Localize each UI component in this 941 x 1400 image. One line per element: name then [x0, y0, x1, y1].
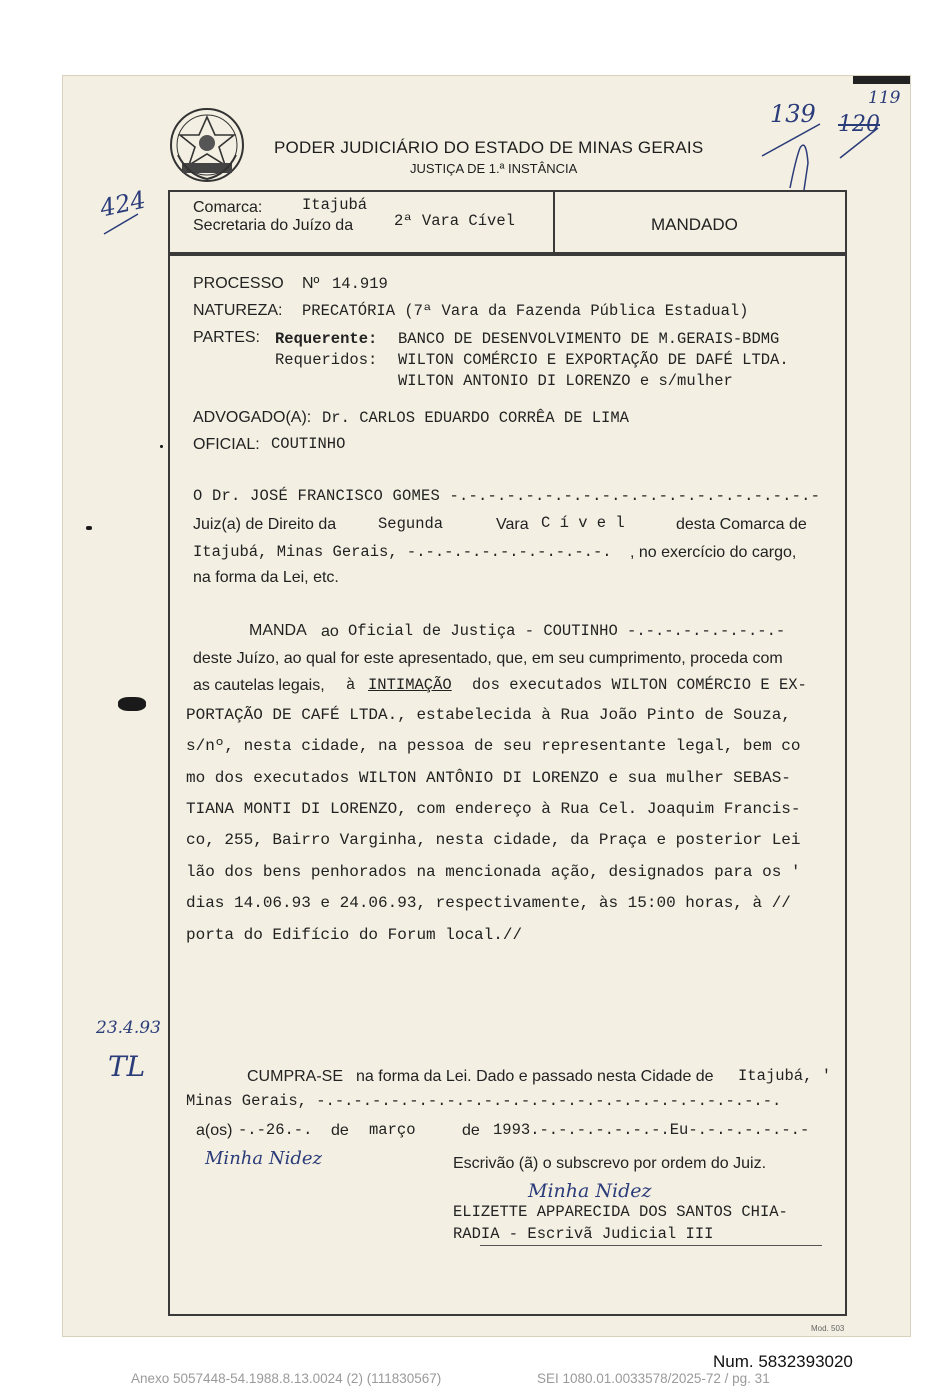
body-line: s/nº, nesta cidade, na pessoa de seu representante legal, bem co [186, 737, 801, 755]
signer-line2: RADIA - Escrivã Judicial III [453, 1225, 714, 1243]
advogado-value: Dr. CARLOS EDUARDO CORRÊA DE LIMA [322, 409, 629, 427]
header-box-divider [553, 190, 555, 254]
header-title: PODER JUDICIÁRIO DO ESTADO DE MINAS GERAIS [274, 138, 704, 157]
escrivao-text: Escrivão (ã) o subscrevo por ordem do Juiz. [453, 1155, 767, 1172]
margin-note-119: 119 [868, 88, 901, 108]
margin-scribble-icon [760, 118, 880, 198]
requeridos-line2: WILTON ANTONIO DI LORENZO e s/mulher [398, 372, 733, 390]
manda-oficial: Oficial de Justiça - COUTINHO -.-.-.-.-.-.-.-.- [348, 622, 786, 640]
body-line: dias 14.06.93 e 24.06.93, respectivamente, às 15:00 horas, à // [186, 894, 791, 912]
closing-line2: Minas Gerais, -.-.-.-.-.-.-.-.-.-.-.-.-.-.-.-.-.-.-.-.-.-.-.-.-. [186, 1092, 782, 1110]
vara-num: Segunda [378, 515, 444, 533]
aos-label: a(os) [196, 1122, 233, 1139]
forma-text: na forma da Lei, etc. [193, 569, 339, 586]
margin-underline-icon [102, 210, 142, 240]
exercicio-text: , no exercício do cargo, [630, 544, 797, 561]
page-corner-mark [853, 76, 910, 84]
body-line: lão dos bens penhorados na mencionada ação, designados para os ' [186, 863, 801, 881]
closing-city: Itajubá, ' [738, 1067, 832, 1085]
oficial-value: COUTINHO [271, 435, 346, 453]
comarca-label: Comarca: [193, 199, 263, 216]
body-line: porta do Edifício do Forum local.// [186, 926, 523, 944]
signature-left: Minha Nidez [205, 1148, 322, 1169]
requerente-label: Requerente: [275, 330, 378, 348]
judge-line: O Dr. JOSÉ FRANCISCO GOMES -.-.-.-.-.-.-.-.-.-.-.-.-.-.-.-.-.-.-.- [193, 487, 821, 505]
requeridos-line1: WILTON COMÉRCIO E EXPORTAÇÃO DE DAFÉ LTDA. [398, 351, 789, 369]
form-code: Mod. 503 [811, 1324, 845, 1333]
closing-year: 1993.-.-.-.-.-.-.-.Eu-.-.-.-.-.-.- [493, 1121, 810, 1139]
requeridos-label: Requeridos: [275, 351, 378, 369]
vara-label: Vara [496, 516, 529, 533]
cumpra-label: CUMPRA-SE [247, 1068, 344, 1085]
manda-ao: ao [321, 623, 339, 640]
closing-de2: de [462, 1122, 480, 1139]
natureza-label: NATUREZA: [193, 302, 283, 319]
processo-label: PROCESSO [193, 275, 284, 292]
document-number: Num. 5832393020 [713, 1352, 853, 1371]
intimacao-word: INTIMAÇÃO [368, 676, 452, 694]
ink-blot [118, 697, 146, 711]
secretaria-label: Secretaria do Juízo da [193, 217, 354, 234]
cumpra-text: na forma da Lei. Dado e passado nesta Cidade de [356, 1068, 714, 1085]
body-line: co, 255, Bairro Varginha, nesta cidade, da Praça e posterior Lei [186, 831, 801, 849]
signature-underline [480, 1245, 822, 1246]
margin-note-139: 139 [770, 100, 816, 128]
margin-note-120: 120 [838, 112, 880, 137]
secretaria-value: 2ª Vara Cível [394, 212, 515, 230]
closing-day: -.-26.-. [238, 1121, 313, 1139]
ink-dot [86, 526, 92, 530]
advogado-label: ADVOGADO(A): [193, 409, 312, 426]
processo-value: 14.919 [332, 275, 388, 293]
manda-a: à [346, 676, 356, 694]
footer-right: SEI 1080.01.0033578/2025-72 / pg. 31 [537, 1371, 770, 1386]
body-line: PORTAÇÃO DE CAFÉ LTDA., estabelecida à Rua João Pinto de Souza, [186, 706, 791, 724]
judge-city: Itajubá, Minas Gerais, -.-.-.-.-.-.-.-.-.-.-. [193, 543, 612, 561]
natureza-value: PRECATÓRIA (7ª Vara da Fazenda Pública Estadual) [302, 302, 749, 320]
margin-note-424: 424 [97, 185, 149, 223]
margin-initials: TL [108, 1050, 146, 1083]
requerente-value: BANCO DE DESENVOLVIMENTO DE M.GERAIS-BDMG [398, 330, 780, 348]
body-line: TIANA MONTI DI LORENZO, com endereço à Rua Cel. Joaquim Francis- [186, 800, 801, 818]
footer-left: Anexo 5057448-54.1988.8.13.0024 (2) (111830567) [131, 1371, 442, 1386]
body-line: mo dos executados WILTON ANTÔNIO DI LORENZO e sua mulher SEBAS- [186, 769, 791, 787]
header-subtitle: JUSTIÇA DE 1.ª INSTÂNCIA [410, 161, 578, 176]
vara-type: C í v e l [541, 514, 625, 532]
comarca-tail: desta Comarca de [676, 516, 807, 533]
partes-label: PARTES: [193, 329, 260, 346]
state-seal-icon [168, 105, 246, 185]
comarca-value: Itajubá [302, 196, 368, 214]
signature-right: Minha Nidez [528, 1180, 652, 1202]
doc-type: MANDADO [651, 215, 738, 234]
juiz-label: Juiz(a) de Direito da [193, 516, 337, 533]
oficial-label: OFICIAL: [193, 436, 260, 453]
processo-num-label: Nº [302, 275, 320, 292]
signer-line1: ELIZETTE APPARECIDA DOS SANTOS CHIA- [453, 1203, 788, 1221]
closing-month: março [369, 1121, 416, 1139]
manda-line2: deste Juízo, ao qual for este apresentado, que, em seu cumprimento, proceda com [193, 650, 783, 667]
manda-line3-end: dos executados WILTON COMÉRCIO E EX- [472, 676, 807, 694]
manda-line3-start: as cautelas legais, [193, 677, 325, 694]
manda-label: MANDA [249, 622, 307, 639]
ink-dot [160, 445, 163, 448]
margin-date: 23.4.93 [96, 1018, 161, 1038]
closing-de1: de [331, 1122, 349, 1139]
